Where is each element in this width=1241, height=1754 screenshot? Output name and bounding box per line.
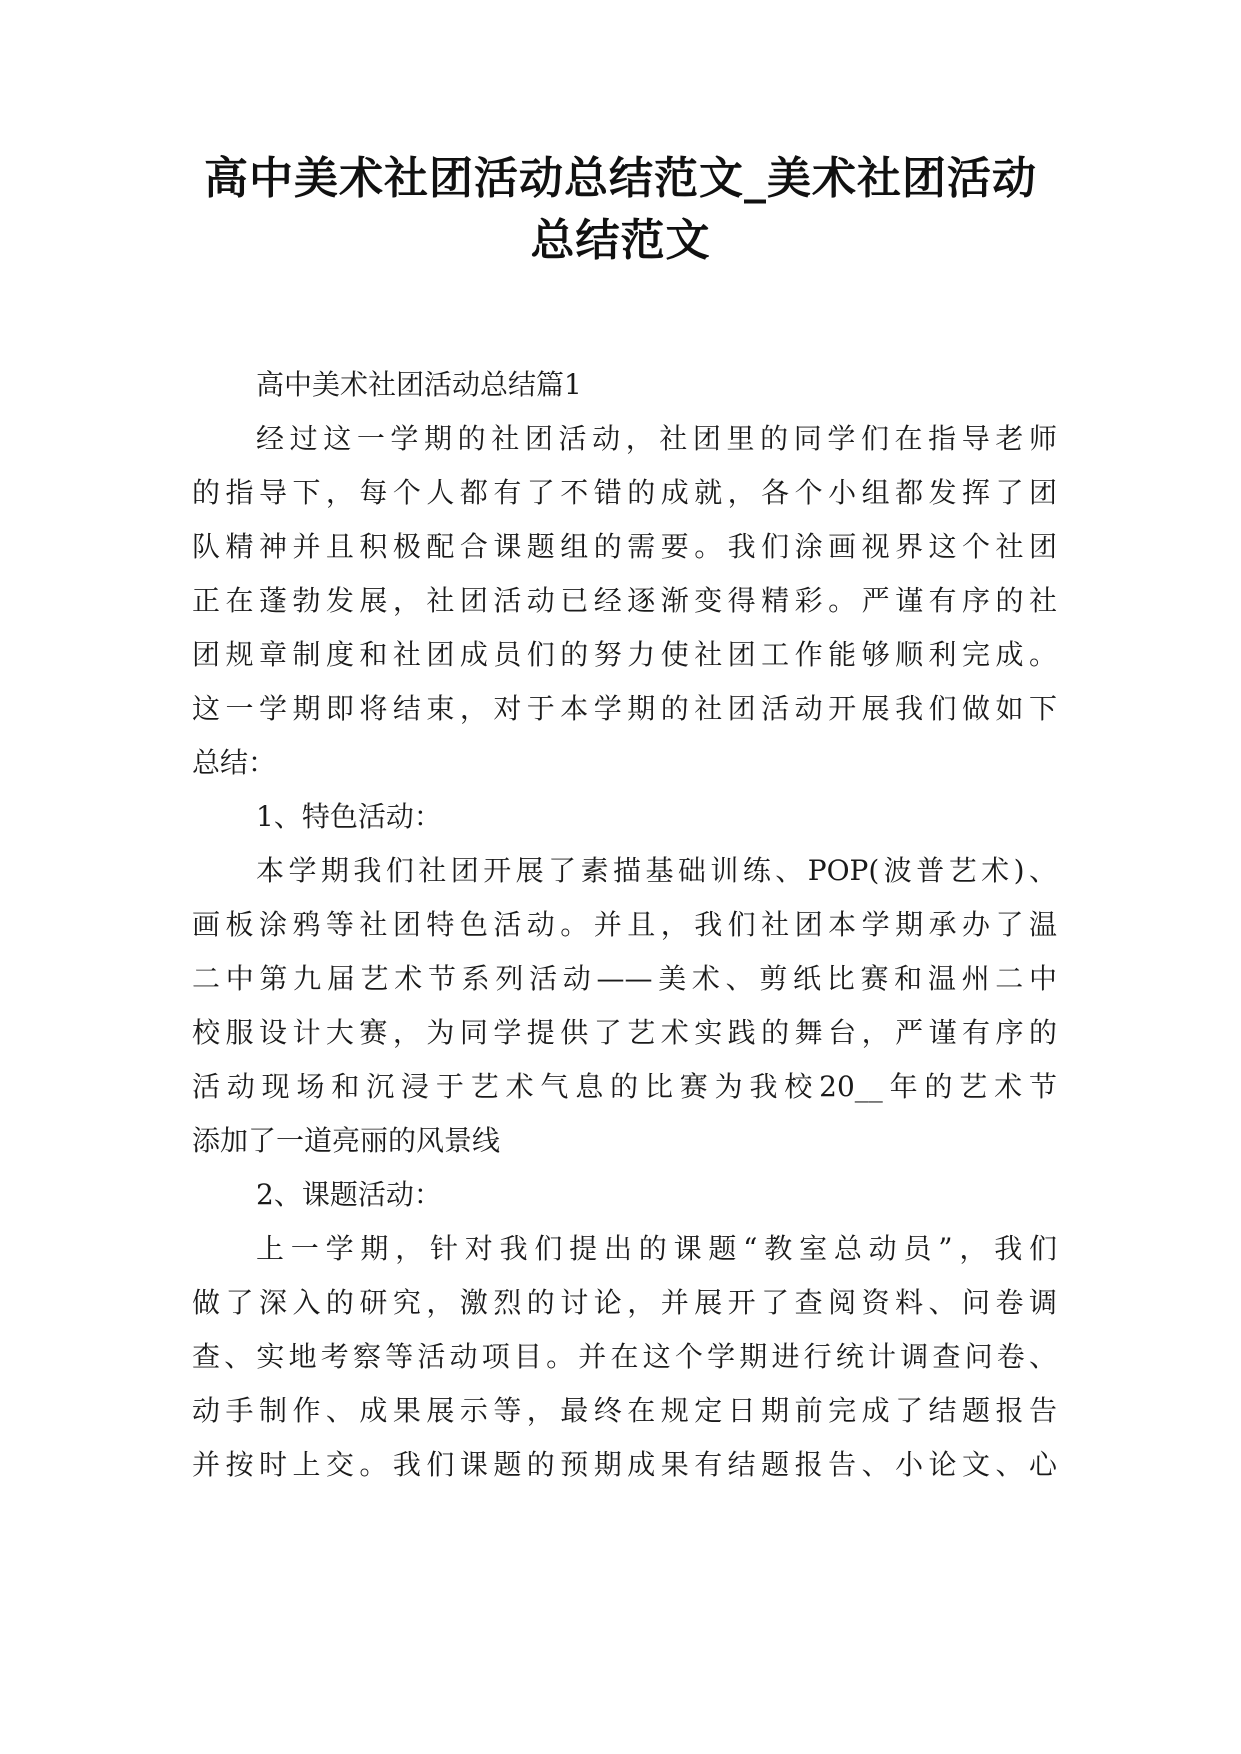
paragraph-line: 校服设计大赛，为同学提供了艺术实践的舞台，严谨有序的 [192, 1016, 1057, 1049]
document-title [150, 148, 1091, 272]
paragraph-line: 团规章制度和社团成员们的努力使社团工作能够顺利完成。 [192, 638, 1057, 671]
paragraph-line: 本学期我们社团开展了素描基础训练、POP(波普艺术)、 [256, 854, 1057, 887]
paragraph-line: 动手制作、成果展示等，最终在规定日期前完成了结题报告 [192, 1394, 1057, 1427]
title-line: 高中美术社团活动总结范文_美术社团活动 [204, 153, 1037, 204]
paragraph-line: 队精神并且积极配合课题组的需要。我们涂画视界这个社团 [192, 530, 1057, 563]
paragraph-line: 的指导下，每个人都有了不错的成就，各个小组都发挥了团 [192, 476, 1057, 509]
paragraph-line: 添加了一道亮丽的风景线 [192, 1124, 501, 1157]
title-line: 总结范文 [530, 215, 711, 266]
paragraph-line: 查、实地考察等活动项目。并在这个学期进行统计调查问卷、 [192, 1340, 1057, 1373]
paragraph-line: 活动现场和沉浸于艺术气息的比赛为我校20__年的艺术节 [192, 1070, 1057, 1103]
paragraph-line: 这一学期即将结束，对于本学期的社团活动开展我们做如下 [192, 692, 1057, 725]
section-heading: 高中美术社团活动总结篇1 [256, 368, 582, 401]
paragraph-line: 画板涂鸦等社团特色活动。并且，我们社团本学期承办了温 [192, 908, 1057, 941]
paragraph-line: 总结： [192, 746, 277, 779]
document-body [192, 358, 1057, 1492]
paragraph-line: 经过这一学期的社团活动，社团里的同学们在指导老师 [256, 422, 1057, 455]
paragraph-line: 正在蓬勃发展，社团活动已经逐渐变得精彩。严谨有序的社 [192, 584, 1057, 617]
paragraph-line: 并按时上交。我们课题的预期成果有结题报告、小论文、心 [192, 1448, 1057, 1481]
list-heading: 1、特色活动： [256, 800, 442, 833]
list-heading: 2、课题活动： [256, 1178, 442, 1211]
paragraph-line: 做了深入的研究，激烈的讨论，并展开了查阅资料、问卷调 [192, 1286, 1057, 1319]
paragraph-line: 上一学期，针对我们提出的课题“教室总动员”，我们 [256, 1232, 1057, 1265]
paragraph-line: 二中第九届艺术节系列活动——美术、剪纸比赛和温州二中 [192, 962, 1057, 995]
